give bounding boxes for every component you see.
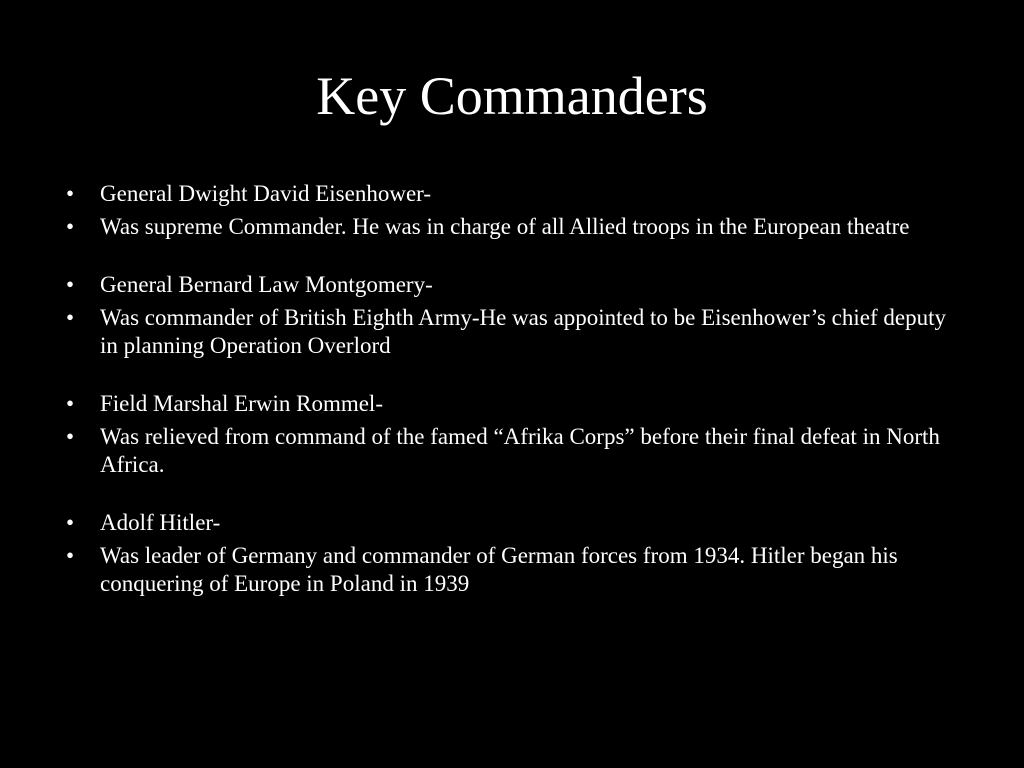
commander-description: Was supreme Commander. He was in charge of all Allied troops in the European theatre [100,214,910,239]
bullet-commander-name [66,509,966,537]
commander-description: Was commander of British Eighth Army-He was appointed to be Eisenhower’s chief deputy in planning Operation Overlord [100,305,946,358]
bullet-icon: • [66,272,75,297]
commander-group-hitler [66,509,966,598]
commander-name: Adolf Hitler- [100,510,221,535]
bullet-icon: • [66,391,75,416]
bullet-icon: • [66,305,75,330]
bullet-commander-name [66,180,966,208]
commander-description: Was leader of Germany and commander of German forces from 1934. Hitler began his conquering of Europe in Poland in 1939 [100,543,898,596]
bullet-commander-description [66,304,966,360]
commander-group-rommel [66,390,966,479]
slide-title: Key Commanders [316,66,708,126]
commander-group-montgomery [66,271,966,360]
bullet-commander-name [66,271,966,299]
commander-name: General Dwight David Eisenhower- [100,181,432,206]
bullet-commander-name [66,390,966,418]
bullet-commander-description [66,213,966,241]
commander-description: Was relieved from command of the famed “Afrika Corps” before their final defeat in North Africa. [100,424,940,477]
commander-name: Field Marshal Erwin Rommel- [100,391,383,416]
bullet-icon: • [66,181,75,206]
bullet-icon: • [66,214,75,239]
commander-group-eisenhower [66,180,966,241]
bullet-icon: • [66,543,75,568]
commander-bullet-list [66,180,966,628]
bullet-icon: • [66,510,75,535]
commander-name: General Bernard Law Montgomery- [100,272,433,297]
bullet-icon: • [66,424,75,449]
bullet-commander-description [66,423,966,479]
bullet-commander-description [66,542,966,598]
